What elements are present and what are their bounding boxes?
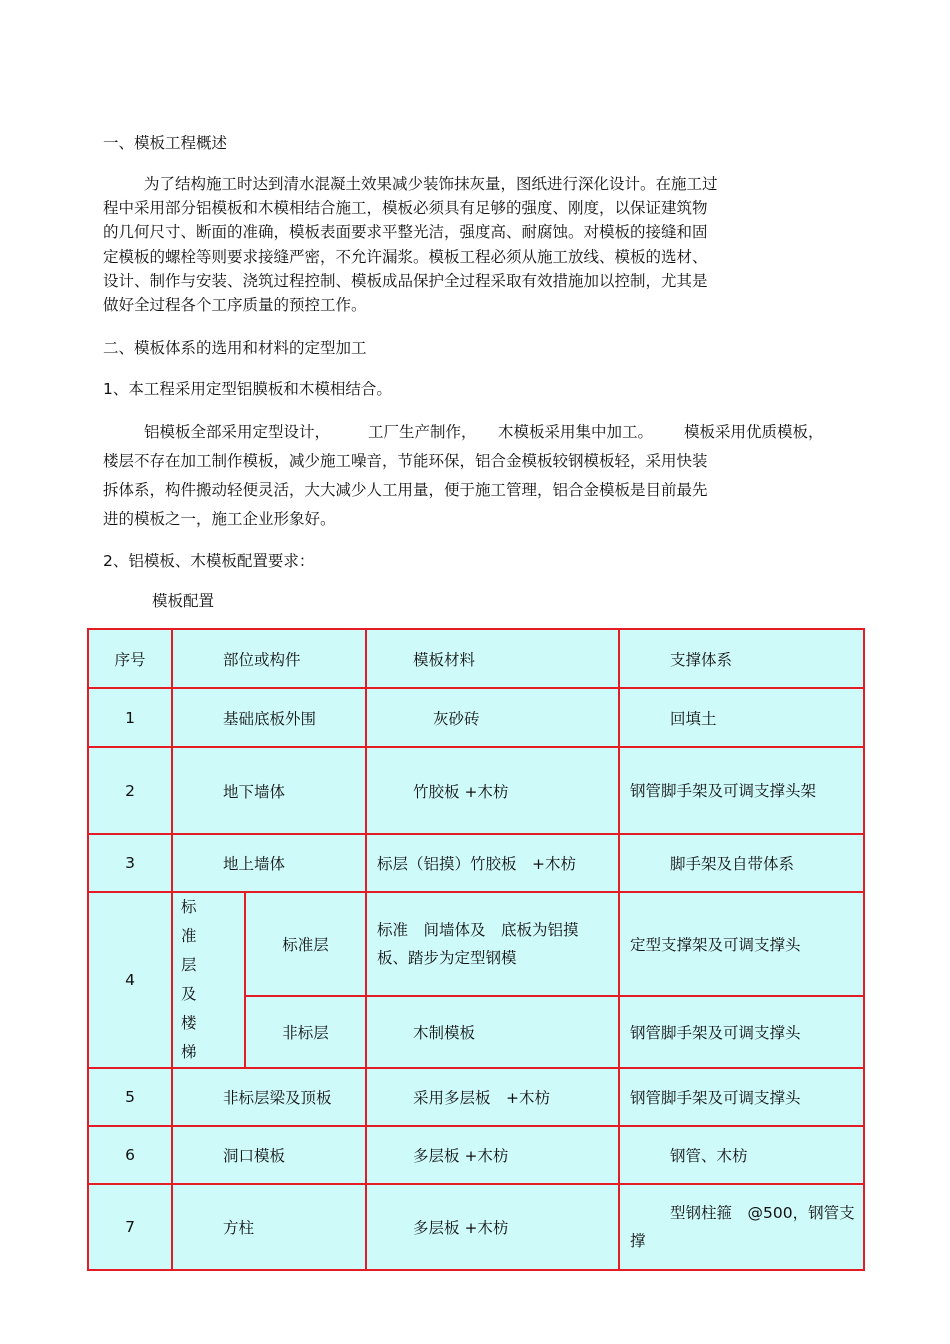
paragraph-line: 为了结构施工时达到清水混凝土效果减少装饰抹灰量，图纸进行深化设计。在施工过 bbox=[144, 175, 718, 193]
table-cell: 3 bbox=[88, 834, 172, 892]
table-row bbox=[88, 688, 864, 747]
table-row bbox=[88, 1126, 864, 1184]
table-cell: 基础底板外围 bbox=[172, 688, 366, 747]
table-cell: 洞口模板 bbox=[172, 1126, 366, 1184]
paragraph-line: 做好全过程各个工序质量的预控工作。 bbox=[103, 296, 367, 314]
section-heading-2: 二、模板体系的选用和材料的定型加工 bbox=[103, 339, 367, 357]
section-heading-1: 一、模板工程概述 bbox=[103, 134, 228, 152]
paragraph-line: 定模板的螺栓等则要求接缝严密，不允许漏浆。模板工程必须从施工放线、模板的选材、 bbox=[103, 248, 708, 266]
table-cell: 脚手架及自带体系 bbox=[619, 834, 864, 892]
table-cell: 竹胶板 +木枋 bbox=[366, 747, 619, 834]
table-cell: 4 bbox=[88, 892, 172, 1068]
table-cell: 6 bbox=[88, 1126, 172, 1184]
paragraph-segment: 模板采用优质模板， bbox=[684, 423, 824, 441]
table-row bbox=[88, 834, 864, 892]
table-cell: 钢管脚手架及可调支撑头 bbox=[619, 996, 864, 1068]
table-cell: 定型支撑架及可调支撑头 bbox=[619, 892, 864, 996]
table-cell: 钢管脚手架及可调支撑头架 bbox=[619, 747, 864, 834]
header-cell: 模板材料 bbox=[366, 629, 619, 688]
table-header-row bbox=[88, 629, 864, 688]
table-cell: 钢管、木枋 bbox=[619, 1126, 864, 1184]
table-row bbox=[88, 1184, 864, 1270]
table-row bbox=[88, 1068, 864, 1126]
table-cell: 采用多层板 +木枋 bbox=[366, 1068, 619, 1126]
table-cell: 标准 间墙体及 底板为铝摸板、踏步为定型钢模 bbox=[366, 892, 619, 996]
paragraph-line: 设计、制作与安装、浇筑过程控制、模板成品保护全过程采取有效措施加以控制，尤其是 bbox=[103, 272, 708, 290]
list-item-2: 2、铝模板、木模板配置要求： bbox=[103, 552, 315, 570]
table-cell: 7 bbox=[88, 1184, 172, 1270]
table-cell: 标层（铝摸）竹胶板 +木枋 bbox=[366, 834, 619, 892]
table-cell: 标准层 bbox=[245, 892, 366, 996]
list-item-1: 1、本工程采用定型铝膜板和木模相结合。 bbox=[103, 380, 392, 398]
paragraph-line: 程中采用部分铝模板和木模相结合施工，模板必须具有足够的强度、刚度，以保证建筑物 bbox=[103, 199, 708, 217]
formwork-config-table bbox=[87, 628, 865, 1271]
header-cell: 序号 bbox=[88, 629, 172, 688]
table-cell: 2 bbox=[88, 747, 172, 834]
table-cell: 非标层梁及顶板 bbox=[172, 1068, 366, 1126]
table-cell: 灰砂砖 bbox=[366, 688, 619, 747]
paragraph-line: 楼层不存在加工制作模板，减少施工噪音，节能环保，铝合金模板较钢模板轻，采用快装 bbox=[103, 452, 708, 470]
table-cell: 标准层及楼梯 bbox=[172, 892, 245, 1068]
table-cell: 木制模板 bbox=[366, 996, 619, 1068]
paragraph-line: 进的模板之一，施工企业形象好。 bbox=[103, 510, 336, 528]
table-cell: 地下墙体 bbox=[172, 747, 366, 834]
paragraph-segment: 工厂生产制作， bbox=[368, 423, 477, 441]
header-cell: 部位或构件 bbox=[172, 629, 366, 688]
paragraph-line: 拆体系，构件搬动轻便灵活，大大减少人工用量，便于施工管理，铝合金模板是目前最先 bbox=[103, 481, 708, 499]
table-row bbox=[88, 747, 864, 834]
table-cell: 1 bbox=[88, 688, 172, 747]
table-cell: 地上墙体 bbox=[172, 834, 366, 892]
table-caption: 模板配置 bbox=[152, 592, 215, 610]
table-cell: 方柱 bbox=[172, 1184, 366, 1270]
table-row bbox=[88, 892, 864, 996]
header-cell: 支撑体系 bbox=[619, 629, 864, 688]
table-cell: 钢管脚手架及可调支撑头 bbox=[619, 1068, 864, 1126]
paragraph-line: 的几何尺寸、断面的准确，模板表面要求平整光洁，强度高、耐腐蚀。对模板的接缝和固 bbox=[103, 223, 708, 241]
table-cell: 型钢柱箍 @500，钢管支撑 bbox=[619, 1184, 864, 1270]
paragraph-segment: 铝模板全部采用定型设计， bbox=[144, 423, 331, 441]
table-cell: 回填土 bbox=[619, 688, 864, 747]
table-cell: 5 bbox=[88, 1068, 172, 1126]
table-cell: 多层板 +木枋 bbox=[366, 1126, 619, 1184]
paragraph-segment: 木模板采用集中加工。 bbox=[498, 423, 654, 441]
table-cell: 非标层 bbox=[245, 996, 366, 1068]
table-cell: 多层板 +木枋 bbox=[366, 1184, 619, 1270]
